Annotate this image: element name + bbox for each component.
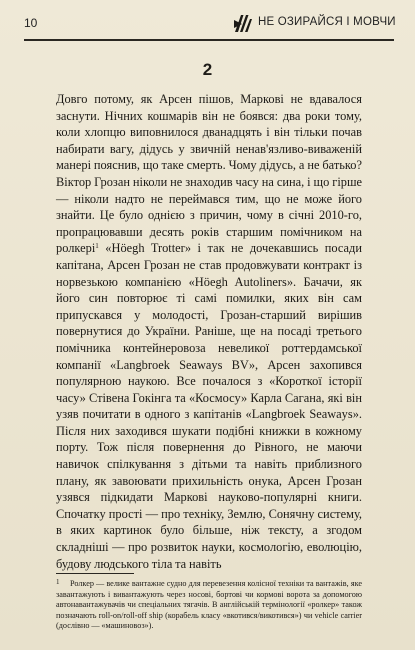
- body-text-part-1: Довго потому, як Арсен пішов, Маркові не вдавалося заснути. Нічних кошмарів він не боявся: два роки тому, коли хлопцю виповнилося дванадцять і він тільки почав набирати вагу, дідусь у звичній ненав'язливо-виваженій манері пояснив, що таке смерть. Чому дідусь, а не батько? Віктор Грозан ніколи не знаходив часу на сина, і що гірше — ніколи надто не переймався тим, що не може його знайти. Це було однією з причин, чому в січні 2010-го, пропрацювавши десять років старшим помічником на ролкері: [56, 92, 362, 256]
- body-paragraph: [56, 91, 362, 572]
- footnote-rule: [56, 573, 134, 574]
- footnote-reference[interactable]: 1: [95, 242, 99, 251]
- footnote: [56, 577, 362, 632]
- running-title: НЕ ОЗИРАЙСЯ І МОВЧИ: [258, 16, 396, 28]
- header-rule: [24, 39, 394, 41]
- footnote-text: Ролкер — велике вантажне судно для перевезення колісної техніки та вантажів, яке завантажують і вивантажують через носові, бортові чи кормові ворота за допомогою автонавантажувачів чи спеціальних тягачів. В англійській термінології «ролкер» також позначають roll-on/roll-off ship (корабель класу «вкотився/викотився») чи vehicle carrier (дослівно — «машиновоз»).: [56, 579, 362, 631]
- publisher-logo-icon: [233, 12, 253, 34]
- chapter-number: 2: [202, 60, 213, 79]
- page-number: 10: [24, 16, 38, 30]
- running-header: [24, 12, 394, 42]
- footnote-mark: 1: [56, 578, 60, 586]
- body-text-part-2: «Höegh Trotter» і так не дочекавшись посади капітана, Арсен Грозан не став продовжувати контракт із норвезькою компанією «Höegh Autoliners». Бачачи, як його син повторює ті самі помилки, яких він сам припускався у молодості, Грозан-старший вирішив повернутися до України. Раніше, ще на посаді третього помічника контейнеровоза невеликої роттердамської компанії «Langbroek Seaways BV», Арсен захопився популярною наукою. Все почалося з «Короткої історії часу» Стівена Гокінга та «Космосу» Карла Сагана, які він узяв почитати в одного з капітанів «Langbroek Seaways». Після них заходився шукати подібні книжки в кожному порту. Тож після повернення до Рівного, не маючи навичок спілкування з дітьми та навіть приблизного плану, як завоювати прихильність онука, Арсен Грозан узявся підкидати Маркові науково-популярні книги. Спочатку прості — про техніку, Землю, Сонячну систему, в яких картинок було більше, ніж тексту, а згодом складніші — про розвиток науки, космологію, еволюцію, будову людського тіла та навіть: [56, 241, 362, 571]
